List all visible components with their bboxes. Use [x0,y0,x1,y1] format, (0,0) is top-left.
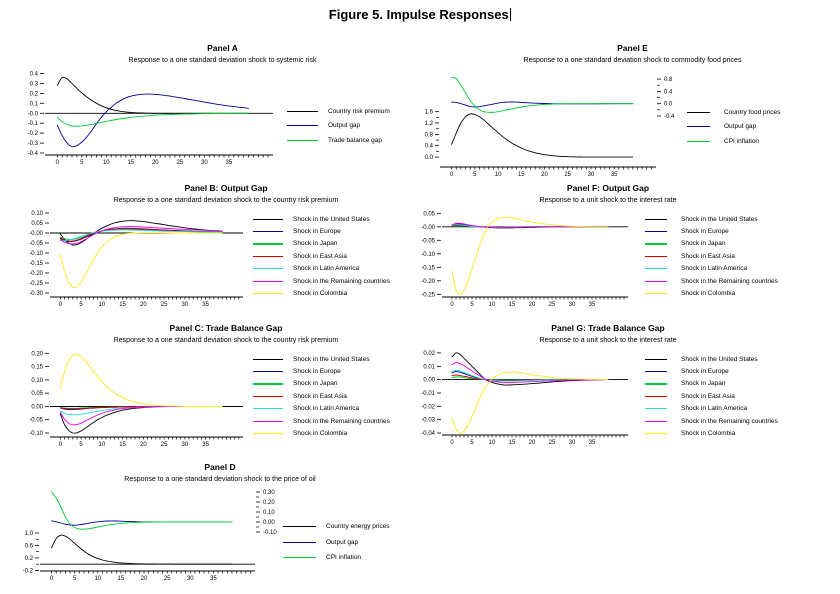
legend-label: Trade balance gap [328,136,382,144]
svg-text:15: 15 [508,440,516,446]
svg-text:-0.2: -0.2 [22,568,33,575]
legend-line-swatch [645,268,667,269]
panel-a-header [20,44,425,64]
svg-text:10: 10 [102,160,110,166]
svg-text:25: 25 [548,440,556,446]
legend-line-swatch [253,231,283,232]
svg-text:0.01: 0.01 [423,364,435,371]
svg-text:0.20: 0.20 [31,351,43,358]
legend-label: Output gap [328,122,361,130]
panel-b-header [20,184,432,204]
svg-text:0.02: 0.02 [423,350,435,357]
legend-line-swatch [645,383,667,384]
panel-g-chart[interactable] [410,348,636,448]
svg-text:0: 0 [58,302,63,308]
svg-text:25: 25 [160,302,168,308]
svg-text:30: 30 [587,172,595,178]
legend-item [645,275,778,287]
legend-label: Shock in the United States [681,215,758,223]
svg-text:20: 20 [140,442,147,448]
legend-label: Shock in Japan [681,240,726,248]
svg-text:35: 35 [225,160,233,166]
panel-d-chart[interactable] [14,483,286,584]
svg-text:-0.3: -0.3 [27,141,38,148]
legend-line-swatch [645,371,667,372]
svg-text:15: 15 [508,302,516,308]
panel-e-header [430,44,835,64]
legend-label: Shock in Europe [293,368,341,376]
panel-d-header [20,463,420,483]
legend-item [645,378,778,390]
svg-text:-0.10: -0.10 [29,431,43,437]
legend-item [253,263,390,275]
svg-text:-0.00: -0.00 [29,231,43,237]
panel-b-legend [253,213,390,300]
svg-text:-0.04: -0.04 [421,431,435,437]
svg-text:-0.2: -0.2 [27,131,38,138]
legend-item [645,353,778,365]
chart-svg [410,348,636,448]
svg-text:-0.20: -0.20 [421,278,435,285]
svg-text:10: 10 [98,302,106,308]
svg-text:5: 5 [79,442,83,448]
legend-label: Shock in Colombia [681,290,736,298]
legend-line-swatch [253,219,283,220]
legend-item [253,415,390,427]
legend-label: CPI inflation [724,137,760,145]
legend-line-swatch [287,111,318,112]
svg-text:0.05: 0.05 [423,211,435,218]
legend-line-swatch [687,126,710,127]
svg-text:-0.10: -0.10 [421,251,435,258]
legend-label: Shock in East Asia [681,252,735,260]
svg-text:0.2: 0.2 [29,91,38,98]
panel-title: Panel F: Output Gap [566,183,650,193]
legend-line-swatch [645,231,667,232]
chart-svg [414,68,682,180]
legend-item [253,287,390,299]
legend-label: Shock in East Asia [293,252,347,260]
svg-text:25: 25 [548,302,556,308]
legend-label: Shock in Latin America [681,265,748,273]
panel-e-chart[interactable] [414,68,682,180]
legend-label: Shock in Colombia [293,430,348,438]
legend-label: Shock in East Asia [681,392,735,400]
legend-item [645,238,778,250]
svg-text:35: 35 [588,440,596,446]
svg-text:25: 25 [564,172,572,178]
legend-label: CPI inflation [326,554,362,562]
svg-text:1.0: 1.0 [24,531,33,537]
svg-text:0.30: 0.30 [263,490,275,496]
svg-text:0.05: 0.05 [31,391,43,398]
panel-f-header [408,184,808,204]
svg-text:-0.05: -0.05 [421,238,435,245]
svg-text:20: 20 [528,440,536,446]
svg-text:0.4: 0.4 [29,71,38,78]
panel-title: Panel B: Output Gap [184,183,268,193]
svg-text:-0.10: -0.10 [29,251,43,257]
legend-line-swatch [253,256,283,257]
legend-line-swatch [253,421,283,422]
svg-text:0.8: 0.8 [664,77,673,84]
panel-subtitle: Response to a one standard deviation shock to the price of oil [124,475,316,483]
legend-item [687,120,780,135]
legend-line-swatch [253,281,283,282]
svg-text:-0.05: -0.05 [29,417,43,424]
legend-item [287,104,390,119]
chart-svg [19,208,251,310]
svg-text:15: 15 [517,172,525,178]
legend-item [287,133,390,148]
svg-text:0.6: 0.6 [24,543,33,550]
legend-item [283,519,390,535]
legend-item [253,403,390,415]
svg-text:0: 0 [58,442,63,448]
panel-title: Panel A [207,43,238,53]
legend-label: Output gap [326,538,359,546]
panel-c-chart[interactable] [19,348,251,450]
legend-line-swatch [283,526,316,527]
panel-a-legend [287,104,390,148]
legend-item [645,390,778,402]
chart-svg [17,68,275,168]
legend-item [253,427,390,439]
legend-label: Shock in the United States [681,355,758,363]
svg-text:25: 25 [176,160,184,166]
legend-label: Shock in Latin America [293,405,360,413]
panel-subtitle: Response to a one standard deviation shock to the country risk premium [113,196,339,204]
svg-text:1.6: 1.6 [424,109,433,116]
legend-line-swatch [645,281,667,282]
svg-text:35: 35 [610,172,618,178]
legend-label: Shock in Japan [293,380,338,388]
legend-line-swatch [253,359,283,360]
legend-item [645,427,778,439]
legend-label: Shock in the United States [293,215,370,223]
legend-line-swatch [687,141,710,142]
legend-item [645,250,778,262]
legend-item [253,275,390,287]
svg-text:20: 20 [140,576,148,582]
legend-label: Country risk premium [328,107,390,115]
legend-item [645,365,778,377]
svg-text:35: 35 [202,302,209,308]
svg-text:25: 25 [160,442,168,448]
legend-label: Shock in East Asia [293,392,347,400]
panel-a-chart[interactable] [17,68,275,168]
legend-item [253,353,390,365]
svg-text:0.4: 0.4 [424,143,433,150]
panel-f-chart[interactable] [410,208,636,310]
legend-line-swatch [287,125,318,126]
svg-text:15: 15 [119,302,126,308]
svg-text:5: 5 [80,160,84,166]
svg-text:0.3: 0.3 [29,81,38,88]
legend-label: Shock in Europe [681,368,729,376]
svg-text:0: 0 [449,172,454,178]
svg-text:-0.10: -0.10 [263,530,277,536]
legend-label: Country food prices [724,108,781,116]
svg-text:0.10: 0.10 [263,510,275,516]
panel-title: Panel C: Trade Balance Gap [169,323,283,333]
svg-text:25: 25 [163,576,171,582]
legend-label: Shock in the Remaining countries [293,277,390,285]
chart-svg [19,348,251,450]
svg-text:0.00: 0.00 [31,404,43,411]
figure-title-line[interactable] [0,7,840,22]
svg-text:-0.15: -0.15 [29,261,43,267]
svg-text:0: 0 [450,302,454,308]
svg-text:20: 20 [140,302,147,308]
svg-text:0.15: 0.15 [31,364,43,371]
svg-text:-0.05: -0.05 [29,241,43,247]
svg-text:30: 30 [186,576,194,582]
legend-item [645,403,778,415]
panel-b-chart[interactable] [19,208,251,310]
legend-label: Shock in Latin America [293,265,360,273]
legend-line-swatch [283,557,316,558]
legend-label: Shock in Japan [293,240,338,248]
legend-item [645,225,778,237]
legend-line-swatch [645,256,667,257]
svg-text:30: 30 [181,442,189,448]
panel-title: Panel G: Trade Balance Gap [551,323,665,333]
svg-text:15: 15 [117,576,125,582]
svg-text:-0.4: -0.4 [664,114,675,120]
legend-item [253,250,390,262]
svg-text:5: 5 [470,302,474,308]
svg-text:-0.25: -0.25 [421,292,435,299]
svg-text:20: 20 [151,160,159,166]
svg-text:0.20: 0.20 [263,500,275,506]
svg-text:-0.02: -0.02 [421,404,435,411]
svg-text:5: 5 [73,576,77,582]
legend-label: Shock in the United States [293,355,370,363]
legend-label: Shock in the Remaining countries [681,277,778,285]
legend-item [253,378,390,390]
legend-line-swatch [253,408,283,409]
svg-text:-0.15: -0.15 [421,265,435,272]
legend-line-swatch [253,293,283,294]
figure-title-text: Figure 5. Impulse Responses [328,7,509,22]
legend-item [253,390,390,402]
panel-c-legend [253,353,390,440]
svg-text:-0.30: -0.30 [29,291,43,297]
legend-label: Shock in Europe [681,228,729,236]
legend-label: Shock in the Remaining countries [681,417,778,425]
legend-label: Shock in Latin America [681,405,748,413]
svg-text:35: 35 [588,302,596,308]
svg-text:-0.01: -0.01 [421,391,435,397]
legend-item [253,213,390,225]
legend-line-swatch [645,408,667,409]
legend-line-swatch [287,140,318,141]
svg-text:20: 20 [541,172,548,178]
svg-text:0.8: 0.8 [424,132,433,139]
svg-text:0.10: 0.10 [31,377,43,384]
svg-text:15: 15 [119,442,126,448]
svg-text:-0.0: -0.0 [27,111,38,118]
svg-text:10: 10 [488,440,496,446]
svg-text:5: 5 [473,172,477,178]
svg-text:10: 10 [94,576,102,582]
legend-item [283,535,390,551]
svg-text:20: 20 [528,302,536,308]
svg-text:0.00: 0.00 [263,520,275,526]
panel-d-legend [283,519,390,566]
svg-text:30: 30 [568,440,576,446]
panel-g-header [408,324,808,344]
svg-text:0.0: 0.0 [664,101,673,108]
svg-text:0.05: 0.05 [31,221,43,227]
svg-text:1.2: 1.2 [424,121,433,127]
legend-line-swatch [645,421,667,422]
svg-text:0: 0 [55,160,59,166]
legend-item [687,105,780,120]
svg-text:5: 5 [470,440,474,446]
legend-item [687,134,780,149]
legend-line-swatch [645,219,667,220]
svg-text:0.2: 0.2 [24,555,33,562]
legend-label: Shock in Colombia [293,290,348,298]
legend-line-swatch [645,396,667,397]
svg-text:-0.4: -0.4 [27,151,38,157]
legend-label: Shock in Europe [293,228,341,236]
svg-text:0: 0 [49,576,54,582]
panel-subtitle: Response to a one standard deviation shock to the country risk premium [113,336,339,344]
panel-subtitle: Response to a unit shock to the interest rate [539,336,677,344]
svg-text:0.4: 0.4 [664,89,673,96]
legend-label: Shock in the Remaining countries [293,417,390,425]
legend-item [253,238,390,250]
svg-text:0.00: 0.00 [423,377,435,384]
svg-text:-0.03: -0.03 [421,417,435,424]
legend-line-swatch [253,433,283,434]
legend-line-swatch [253,243,283,244]
legend-label: Country energy prices [326,523,390,531]
legend-item [253,225,390,237]
legend-label: Output gap [724,123,757,131]
svg-text:-0.20: -0.20 [29,271,43,277]
legend-line-swatch [253,268,283,269]
legend-line-swatch [253,396,283,397]
legend-item [645,287,778,299]
legend-line-swatch [283,542,316,543]
legend-line-swatch [645,359,667,360]
panel-e-legend [687,105,780,149]
text-cursor-icon [510,8,512,21]
chart-svg [14,483,286,584]
legend-item [283,550,390,566]
panel-g-legend [645,353,778,440]
legend-line-swatch [687,112,710,113]
legend-item [645,213,778,225]
panel-c-header [20,324,432,344]
panel-subtitle: Response to a unit shock to the interest rate [539,196,677,204]
panel-f-legend [645,213,778,300]
legend-line-swatch [645,293,667,294]
svg-text:30: 30 [568,302,576,308]
legend-item [253,365,390,377]
svg-text:0.0: 0.0 [424,155,433,162]
svg-text:30: 30 [201,160,208,166]
svg-text:35: 35 [202,442,209,448]
legend-line-swatch [253,383,283,384]
svg-text:0.1: 0.1 [29,101,38,108]
svg-text:-0.00: -0.00 [421,224,435,231]
chart-svg [410,208,636,310]
legend-label: Shock in Japan [681,380,726,388]
svg-text:5: 5 [79,302,83,308]
svg-text:-0.25: -0.25 [29,281,43,287]
svg-text:10: 10 [494,172,502,178]
panel-subtitle: Response to a one standard deviation shock to commodity food prices [523,56,742,64]
legend-item [287,119,390,134]
svg-text:0: 0 [450,440,454,446]
legend-line-swatch [645,243,667,244]
legend-item [645,263,778,275]
legend-label: Shock in Colombia [681,430,736,438]
svg-text:-0.1: -0.1 [27,121,38,128]
svg-text:30: 30 [181,302,189,308]
panel-subtitle: Response to a one standard deviation shock to systemic risk [128,56,317,64]
svg-text:35: 35 [210,576,217,582]
svg-text:15: 15 [127,160,135,166]
svg-text:0.10: 0.10 [31,211,43,217]
legend-line-swatch [645,433,667,434]
legend-item [645,415,778,427]
panel-title: Panel E [617,43,648,53]
legend-line-swatch [253,371,283,372]
svg-text:10: 10 [488,302,496,308]
svg-text:10: 10 [98,442,106,448]
panel-title: Panel D [204,462,236,472]
